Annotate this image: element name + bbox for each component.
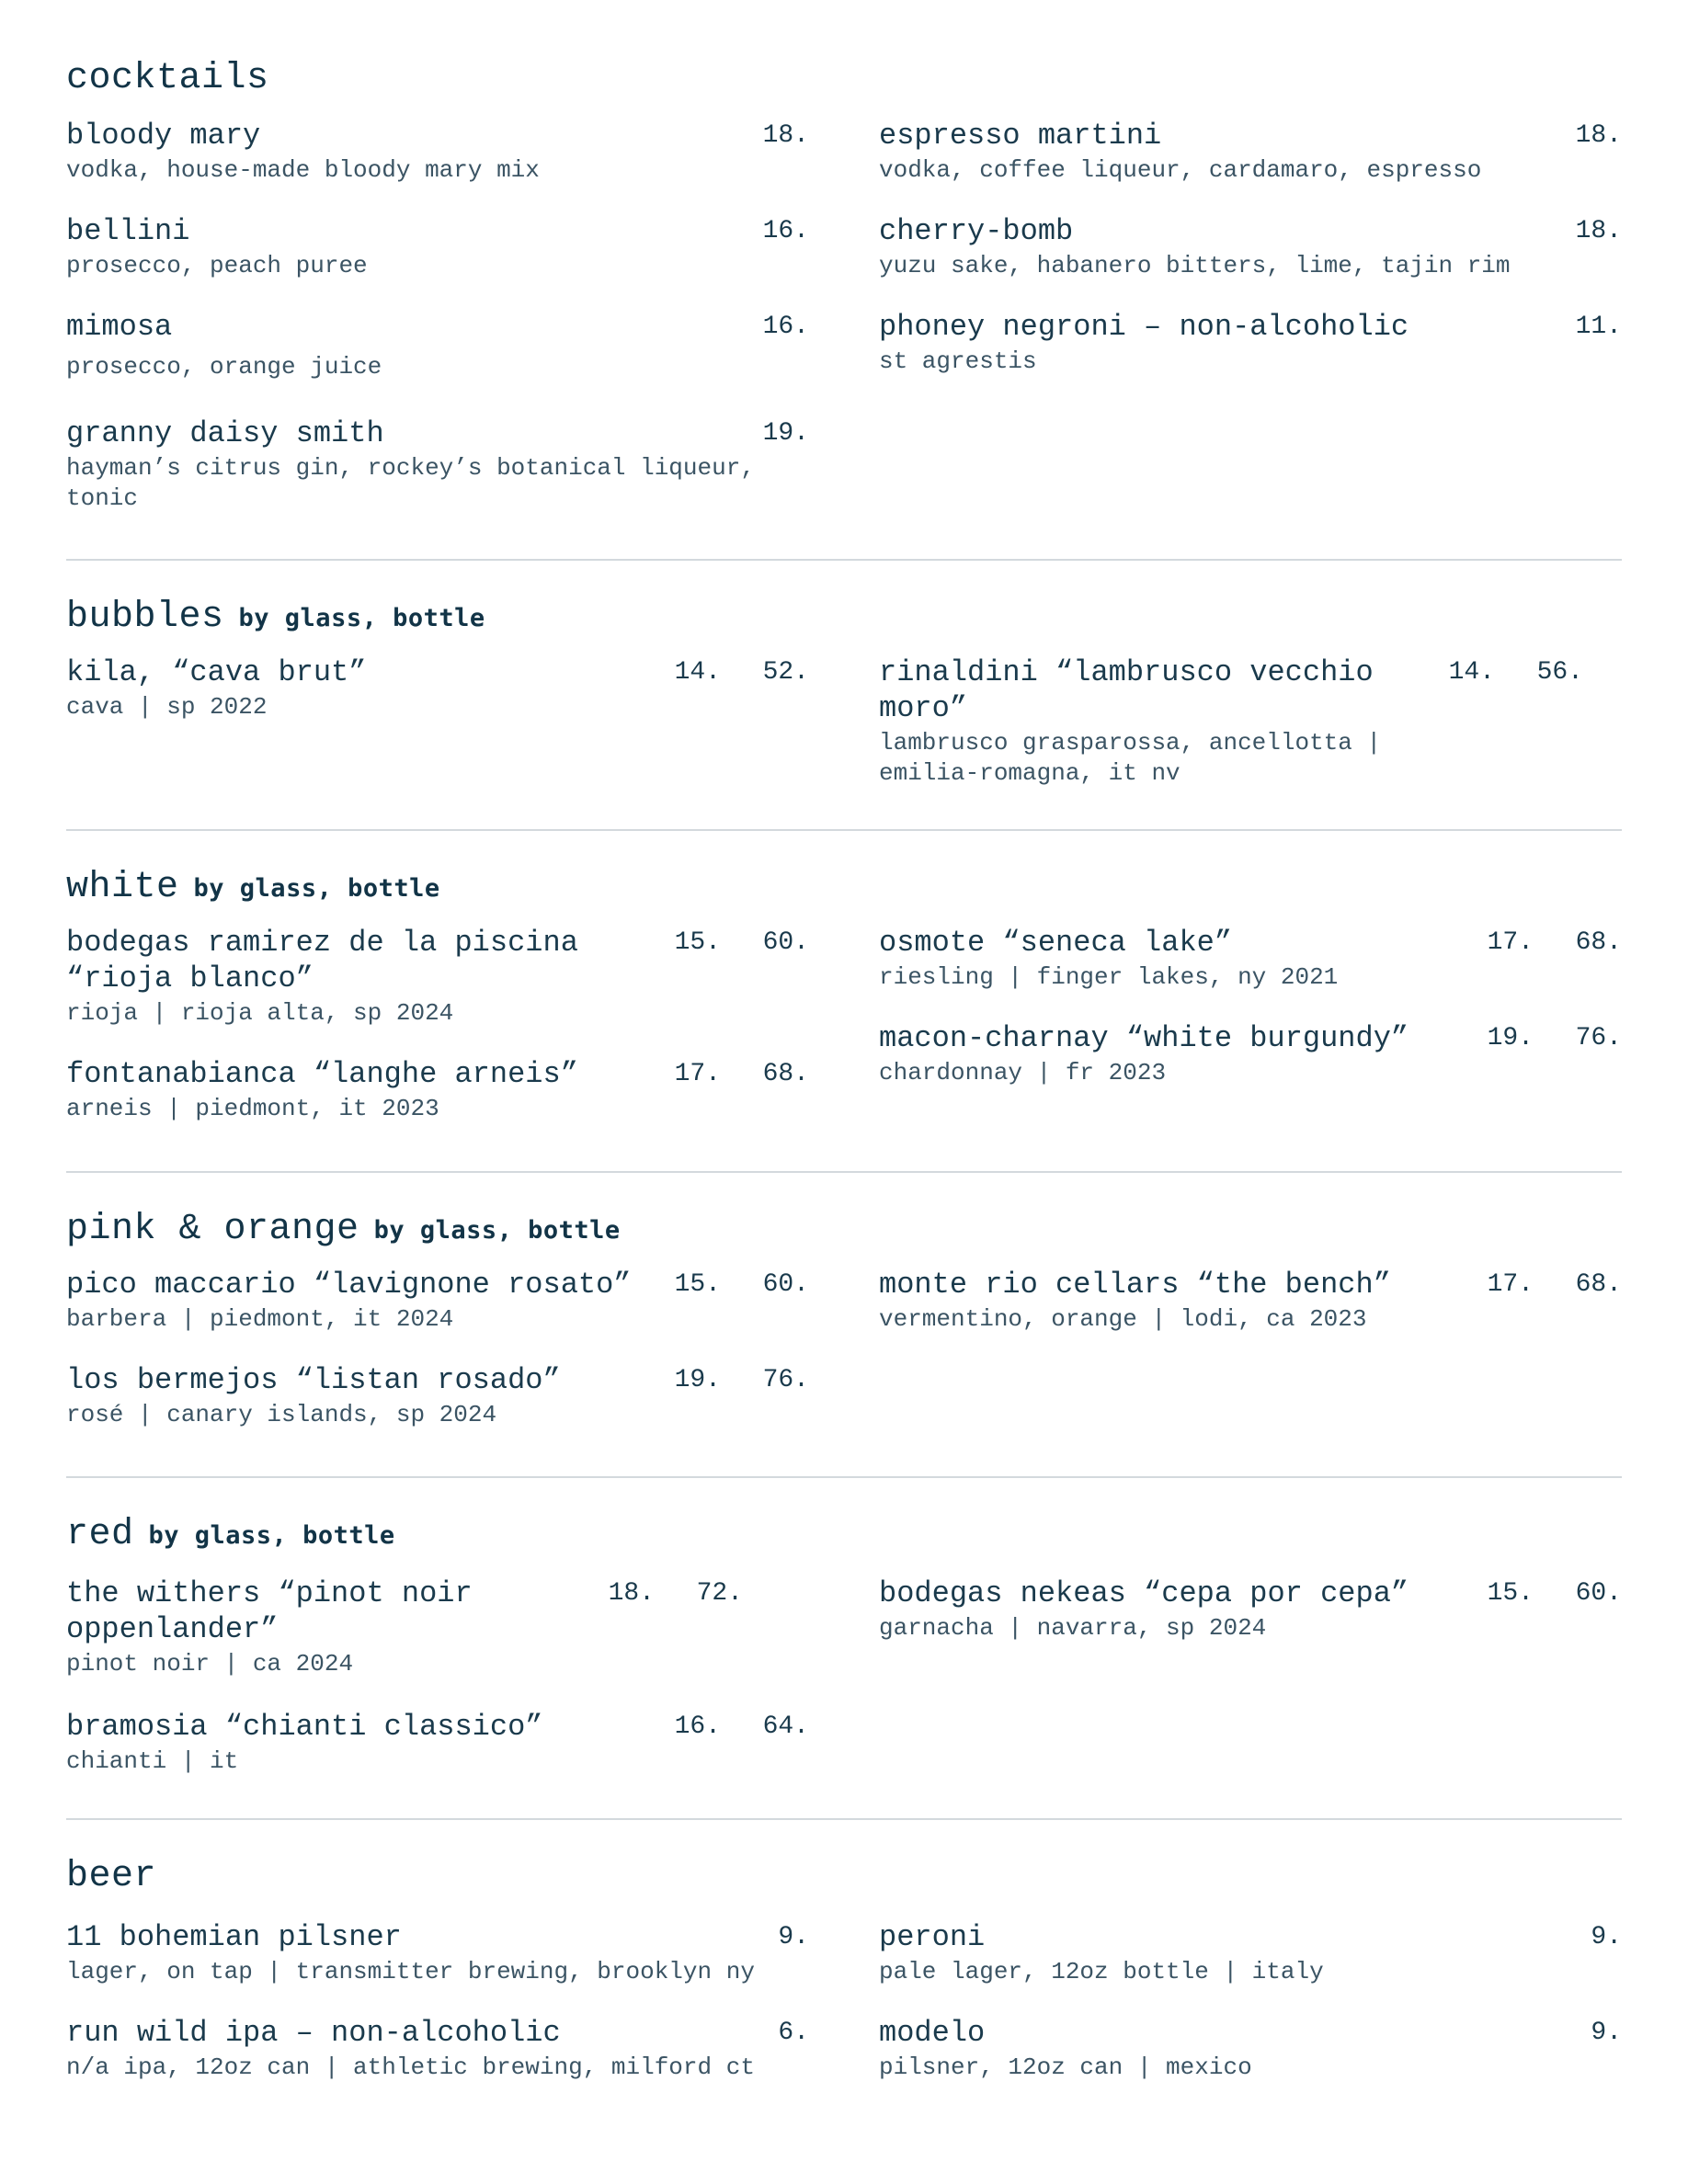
item-price: 18. <box>762 121 809 150</box>
item-name: pico maccario “lavignone rosato” <box>66 1268 632 1302</box>
column-left <box>66 118 809 514</box>
item-price: 11. <box>1575 313 1622 341</box>
column-left <box>66 654 809 822</box>
item-description: lambrusco grasparossa, ancellotta | emilia-romagna, it nv <box>879 729 1382 787</box>
item-description: chardonnay | fr 2023 <box>879 1059 1167 1086</box>
menu-item <box>879 309 1622 377</box>
glass-price: 16. <box>674 1712 721 1741</box>
item-name: los bermejos “listan rosado” <box>66 1363 561 1397</box>
menu-item <box>879 925 1622 993</box>
item-description: pale lager, 12oz bottle | italy <box>879 1958 1324 1985</box>
menu-item <box>879 654 1622 789</box>
glass-price: 17. <box>1487 1270 1534 1299</box>
item-description: rosé | canary islands, sp 2024 <box>66 1401 497 1428</box>
item-price: 9. <box>1591 2019 1622 2047</box>
column-right <box>879 1575 1622 1777</box>
menu-item <box>879 1267 1622 1335</box>
item-description: pilsner, 12oz can | mexico <box>879 2053 1252 2081</box>
bottle-price: 64. <box>762 1712 809 1741</box>
item-description: prosecco, orange juice <box>66 353 382 381</box>
item-name: fontanabianca “langhe arneis” <box>66 1057 578 1091</box>
menu-item <box>879 1919 1622 1987</box>
menu-item <box>66 2015 809 2083</box>
section-subtitle: by glass, bottle <box>373 1216 621 1245</box>
column-right <box>879 1267 1622 1430</box>
item-name: peroni <box>879 1920 986 1954</box>
item-description: prosecco, peach puree <box>66 252 368 279</box>
item-description: st agrestis <box>879 347 1037 375</box>
glass-price: 17. <box>674 1060 721 1088</box>
item-description: vodka, coffee liqueur, cardamaro, espresso <box>879 156 1482 184</box>
item-name: bloody mary <box>66 119 261 153</box>
bottle-price: 76. <box>762 1366 809 1394</box>
bottle-price: 60. <box>1575 1579 1622 1608</box>
menu-item <box>66 654 809 722</box>
glass-price: 18. <box>608 1579 655 1608</box>
item-description: pinot noir | ca 2024 <box>66 1650 354 1678</box>
section-title <box>66 1851 1622 1903</box>
item-price: 18. <box>1575 217 1622 245</box>
section-title-text: cocktails <box>66 58 269 99</box>
column-right <box>879 118 1622 514</box>
item-description: vermentino, orange | lodi, ca 2023 <box>879 1305 1367 1333</box>
menu-item <box>66 1362 809 1430</box>
section-subtitle: by glass, bottle <box>238 604 485 632</box>
item-description: rioja | rioja alta, sp 2024 <box>66 999 454 1027</box>
section-bubbles <box>66 561 1622 829</box>
glass-price: 14. <box>1448 658 1495 687</box>
item-price: 19. <box>762 419 809 448</box>
item-name: macon-charnay “white burgundy” <box>879 1021 1409 1055</box>
item-name: run wild ipa – non-alcoholic <box>66 2016 561 2050</box>
menu-item <box>879 1575 1622 1644</box>
item-name: kila, “cava brut” <box>66 655 367 689</box>
section-title <box>66 1204 1622 1256</box>
item-name: bodegas nekeas “cepa por cepa” <box>879 1576 1409 1610</box>
bottle-price: 68. <box>762 1060 809 1088</box>
item-name: phoney negroni – non-alcoholic <box>879 310 1409 344</box>
bottle-price: 52. <box>762 658 809 687</box>
section-subtitle: by glass, bottle <box>148 1521 395 1550</box>
column-right <box>879 925 1622 1124</box>
section-title-text: pink & orange <box>66 1209 359 1250</box>
bottle-price: 72. <box>696 1579 743 1608</box>
section-title <box>66 53 1622 105</box>
item-name: espresso martini <box>879 119 1162 153</box>
item-name: monte rio cellars “the bench” <box>879 1268 1391 1302</box>
menu-item <box>879 2015 1622 2083</box>
section-pink-orange <box>66 1173 1622 1476</box>
column-left <box>66 1919 809 2083</box>
item-description: barbera | piedmont, it 2024 <box>66 1305 454 1333</box>
section-title <box>66 1509 1622 1561</box>
item-price: 6. <box>778 2019 809 2047</box>
menu-item <box>879 1020 1622 1088</box>
item-description: chianti | it <box>66 1747 239 1775</box>
section-subtitle: by glass, bottle <box>193 874 440 903</box>
bottle-price: 68. <box>1575 1270 1622 1299</box>
bottle-price: 56. <box>1536 658 1583 687</box>
item-name: the withers “pinot noir oppenlander” <box>66 1576 473 1646</box>
item-description: n/a ipa, 12oz can | athletic brewing, milford ct <box>66 2053 755 2081</box>
column-left <box>66 925 809 1124</box>
menu-item <box>66 1267 809 1335</box>
menu-item <box>66 925 809 1029</box>
section-cocktails <box>66 53 1622 559</box>
item-description: lager, on tap | transmitter brewing, brooklyn ny <box>66 1958 755 1985</box>
item-name: bodegas ramirez de la piscina “rioja blanco” <box>66 926 578 995</box>
item-price: 9. <box>778 1923 809 1951</box>
item-description: arneis | piedmont, it 2023 <box>66 1095 439 1122</box>
column-left <box>66 1575 809 1777</box>
bottle-price: 60. <box>762 1270 809 1299</box>
column-right <box>879 1919 1622 2083</box>
item-name: cherry-bomb <box>879 214 1074 248</box>
item-price: 9. <box>1591 1923 1622 1951</box>
item-name: osmote “seneca lake” <box>879 926 1233 960</box>
glass-price: 17. <box>1487 928 1534 957</box>
bottle-price: 68. <box>1575 928 1622 957</box>
section-title-text: beer <box>66 1856 157 1897</box>
bottle-price: 76. <box>1575 1024 1622 1052</box>
menu-item <box>66 309 809 382</box>
glass-price: 14. <box>674 658 721 687</box>
item-description: hayman’s citrus gin, rockey’s botanical liqueur, tonic <box>66 454 755 512</box>
section-title <box>66 862 1622 914</box>
bottle-price: 60. <box>762 928 809 957</box>
glass-price: 15. <box>674 1270 721 1299</box>
section-title-text: red <box>66 1514 134 1555</box>
section-title-text: bubbles <box>66 597 224 638</box>
item-name: rinaldini “lambrusco vecchio moro” <box>879 655 1374 725</box>
column-left <box>66 1267 809 1430</box>
item-description: yuzu sake, habanero bitters, lime, tajin rim <box>879 252 1511 279</box>
item-description: garnacha | navarra, sp 2024 <box>879 1614 1267 1642</box>
item-description: vodka, house-made bloody mary mix <box>66 156 540 184</box>
menu-item <box>66 1056 809 1124</box>
menu-item <box>66 1919 809 1987</box>
menu-item <box>66 213 809 281</box>
section-white <box>66 831 1622 1171</box>
item-name: mimosa <box>66 310 173 344</box>
item-name: bellini <box>66 214 190 248</box>
menu-item <box>879 213 1622 281</box>
glass-price: 15. <box>1487 1579 1534 1608</box>
item-description: riesling | finger lakes, ny 2021 <box>879 963 1339 991</box>
menu-item <box>66 1709 809 1777</box>
menu-item <box>66 1575 809 1679</box>
menu-item <box>879 118 1622 186</box>
glass-price: 15. <box>674 928 721 957</box>
section-title <box>66 592 1622 643</box>
section-red <box>66 1478 1622 1818</box>
item-name: modelo <box>879 2016 986 2050</box>
section-beer <box>66 1820 1622 2083</box>
item-name: 11 bohemian pilsner <box>66 1920 402 1954</box>
column-right <box>879 654 1622 822</box>
item-price: 18. <box>1575 121 1622 150</box>
menu-item <box>66 415 809 514</box>
item-price: 16. <box>762 313 809 341</box>
menu-item <box>66 118 809 186</box>
item-description: cava | sp 2022 <box>66 693 268 721</box>
item-price: 16. <box>762 217 809 245</box>
glass-price: 19. <box>1487 1024 1534 1052</box>
item-name: granny daisy smith <box>66 416 384 450</box>
item-name: bramosia “chianti classico” <box>66 1710 543 1744</box>
glass-price: 19. <box>674 1366 721 1394</box>
section-title-text: white <box>66 867 179 908</box>
